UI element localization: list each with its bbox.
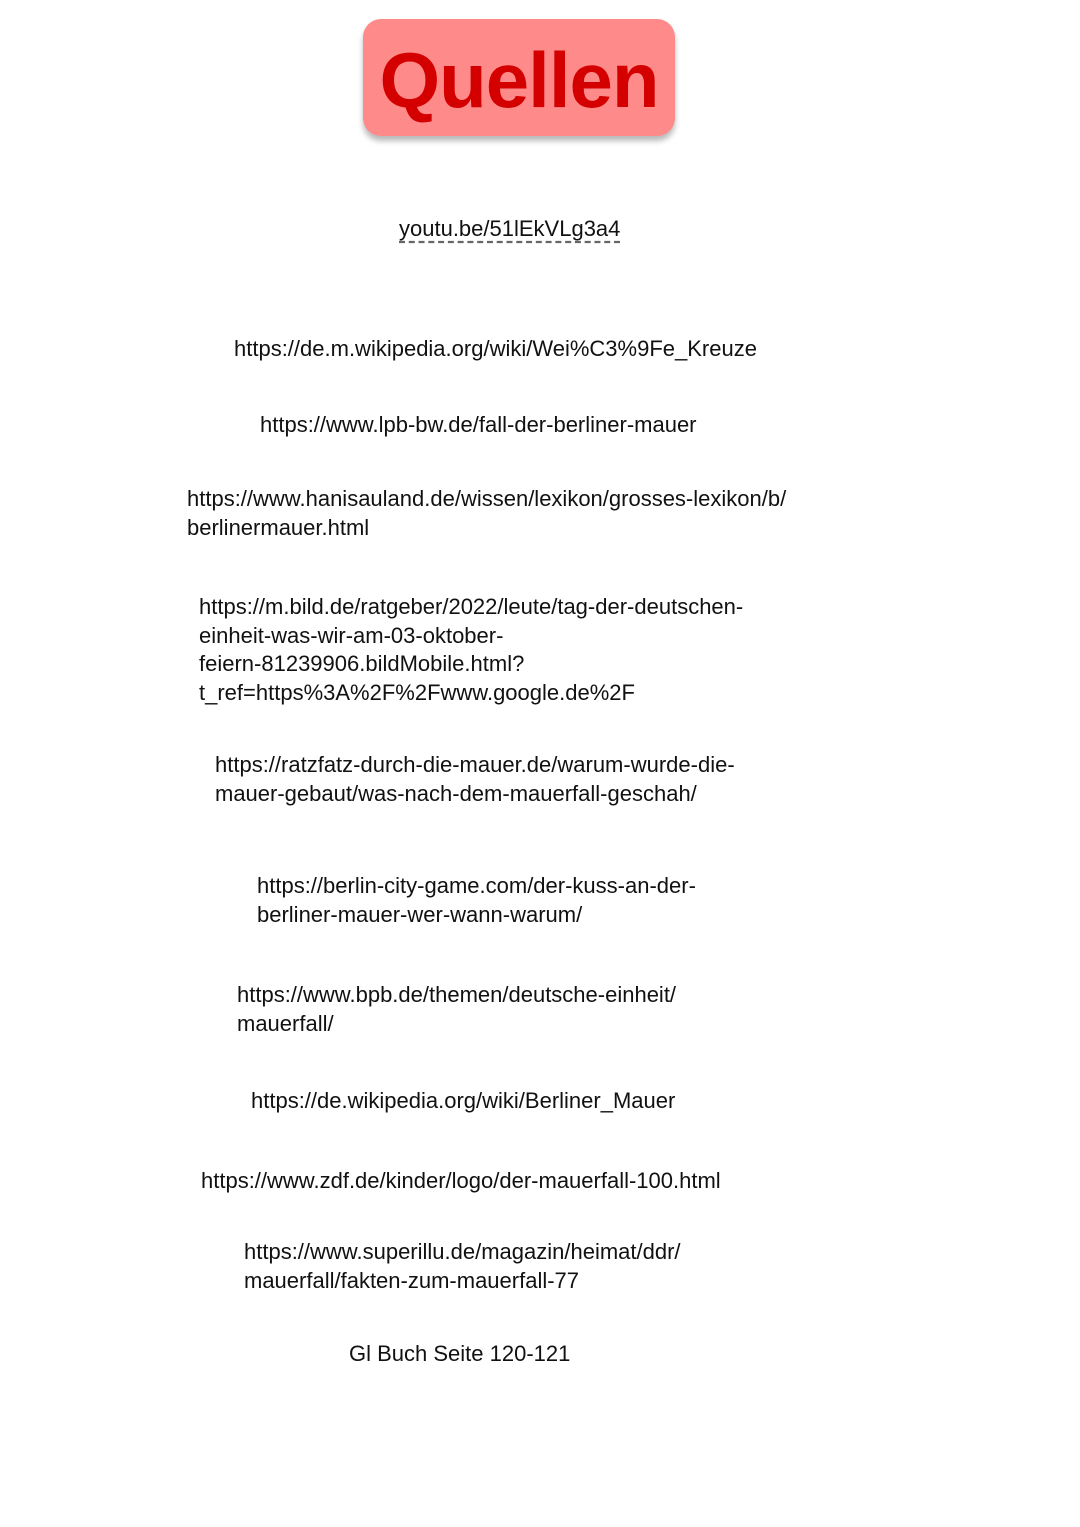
source-lpb-bw[interactable]: https://www.lpb-bw.de/fall-der-berliner-mauer <box>260 412 697 437</box>
page-title: Quellen <box>379 35 659 124</box>
source-superillu[interactable]: https://www.superillu.de/magazin/heimat/ddr/ mauerfall/fakten-zum-mauerfall-77 <box>244 1239 681 1293</box>
source-hanisauland[interactable]: https://www.hanisauland.de/wissen/lexikon/grosses-lexikon/b/ berlinermauer.html <box>187 486 787 540</box>
source-berlin-city-game[interactable]: https://berlin-city-game.com/der-kuss-an-der- berliner-mauer-wer-wann-warum/ <box>257 873 696 927</box>
source-ratzfatz[interactable]: https://ratzfatz-durch-die-mauer.de/warum-wurde-die- mauer-gebaut/was-nach-dem-mauerfall-geschah/ <box>215 752 735 806</box>
source-wikipedia-weisse-kreuze[interactable]: https://de.m.wikipedia.org/wiki/Wei%C3%9Fe_Kreuze <box>234 336 757 361</box>
title-badge <box>363 19 675 136</box>
source-zdf[interactable]: https://www.zdf.de/kinder/logo/der-mauerfall-100.html <box>201 1168 721 1193</box>
source-bild[interactable]: https://m.bild.de/ratgeber/2022/leute/tag-der-deutschen- einheit-was-wir-am-03-oktober- feiern-81239906.bildMobile.html? t_ref=https%3A%2F%2Fwww.google.de%2F <box>199 594 744 705</box>
source-youtube-link[interactable]: youtu.be/51lEkVLg3a4 <box>399 216 621 241</box>
source-book: Gl Buch Seite 120-121 <box>349 1341 571 1366</box>
source-bpb[interactable]: https://www.bpb.de/themen/deutsche-einheit/ mauerfall/ <box>237 982 677 1036</box>
source-wikipedia-berliner-mauer[interactable]: https://de.wikipedia.org/wiki/Berliner_Mauer <box>251 1088 676 1113</box>
